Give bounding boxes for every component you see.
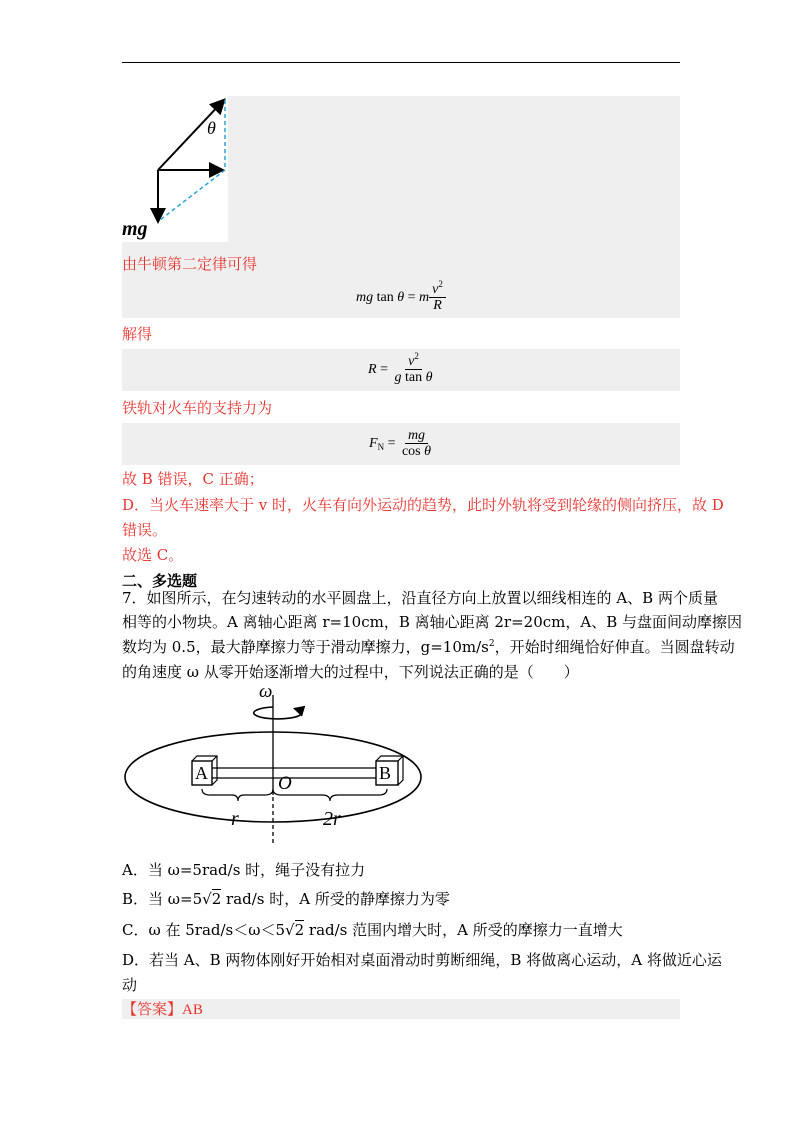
- eq2-fraction: [391, 350, 435, 386]
- support-text: 铁轨对火车的支持力为: [122, 399, 273, 417]
- option-b-post: rad/s 时，A 所受的静摩擦力为零: [221, 890, 450, 908]
- option-d-line-2: 动: [122, 976, 138, 994]
- option-c-pre: C．ω 在 5rad/s＜ω＜5: [122, 921, 286, 939]
- dashed-diagonal: [160, 170, 225, 220]
- answer-line: [122, 998, 203, 1021]
- question-line-4: 的角速度 ω 从零开始逐渐增大的过程中，下列说法正确的是（ ）: [122, 663, 579, 681]
- question-line-3a: 数均为 0.5，最大静摩擦力等于滑动摩擦力，g=10m/s: [122, 638, 489, 656]
- answer-value: AB: [182, 1002, 203, 1018]
- option-b: [122, 888, 450, 910]
- eq1-tan: tan: [376, 290, 394, 305]
- eq3-equals: =: [387, 436, 396, 451]
- sqrt-symbol-c: √: [285, 921, 295, 939]
- conclusion-1: 故 B 错误，C 正确；: [122, 470, 264, 488]
- option-c: [122, 919, 623, 941]
- disk-diagram: [118, 681, 428, 845]
- rotation-arrow: [254, 707, 302, 719]
- block-b-label: B: [379, 763, 392, 783]
- eq2-R: R: [368, 362, 377, 377]
- newton-text: 由牛顿第二定律可得: [122, 255, 258, 273]
- brace-r: [202, 789, 273, 801]
- question-line-3-exp: 2: [488, 639, 495, 649]
- omega-label: ω: [259, 681, 273, 702]
- theta-label: θ: [207, 118, 216, 138]
- answer-choice-line: 故选 C。: [122, 546, 184, 564]
- option-d-line-1: D．若当 A、B 两物体刚好开始相对桌面滑动时剪断细绳，B 将做离心运动，A 将做近心运: [122, 951, 722, 969]
- block-a-label: A: [195, 763, 208, 783]
- option-d-explanation-1: D．当火车速率大于 v 时，火车有向外运动的趋势，此时外轨将受到轮缘的侧向挤压，故 D: [122, 496, 724, 514]
- answer-label: 【答案】: [122, 1000, 183, 1018]
- r-label: r: [231, 808, 239, 830]
- option-c-post: rad/s 范围内增大时，A 所受的摩擦力一直增大: [304, 921, 623, 939]
- option-a: A．当 ω=5rad/s 时，绳子没有拉力: [122, 861, 366, 879]
- eq1-equals: =: [407, 290, 416, 305]
- eq1-m: m: [419, 290, 430, 305]
- eq3-mg: mg: [405, 429, 428, 444]
- eq1-fraction: [429, 278, 446, 314]
- eq2-theta: θ: [425, 369, 433, 385]
- eq1-exp: 2: [438, 278, 443, 289]
- eq2-v: v: [408, 353, 415, 369]
- mg-label: mg: [122, 218, 148, 240]
- eq1-mg: mg: [356, 290, 374, 305]
- eq3-N: N: [377, 442, 385, 452]
- eq2-g: g: [394, 369, 402, 385]
- option-b-pre: B．当 ω=5: [122, 890, 203, 908]
- eq3-F: F: [369, 436, 378, 451]
- eq2-equals: =: [380, 362, 388, 377]
- jiede-text: 解得: [122, 325, 153, 343]
- eq2-exp: 2: [414, 350, 419, 361]
- force-diagram: [122, 96, 228, 242]
- question-line-3b: ，开始时细绳恰好伸直。当圆盘转动: [494, 638, 735, 656]
- eq3-cos: cos: [401, 443, 421, 459]
- eq2-tan: tan: [404, 369, 423, 385]
- equation-1: [356, 278, 446, 318]
- question-line-3: [122, 636, 735, 661]
- eq1-R: R: [433, 297, 442, 313]
- two-r-label: 2r: [323, 808, 341, 830]
- option-c-root: 2: [294, 921, 305, 939]
- eq3-theta: θ: [424, 443, 432, 459]
- option-d-explanation-2: 错误。: [122, 521, 168, 539]
- eq3-fraction: [399, 429, 434, 460]
- eq1-theta: θ: [397, 290, 405, 305]
- option-b-root: 2: [211, 890, 222, 908]
- eq1-v: v: [432, 281, 439, 297]
- header-rule: [122, 62, 680, 63]
- section-title: 二、多选题: [122, 572, 198, 590]
- question-line-2: 相等的小物块。A 离轴心距离 r=10cm，B 离轴心距离 2r=20cm，A、B 与盘面间动摩擦因: [122, 613, 742, 631]
- question-line-1: 7．如图所示，在匀速转动的水平圆盘上，沿直径方向上放置以细线相连的 A、B 两个质量: [122, 589, 718, 607]
- center-label: O: [278, 773, 292, 794]
- equation-3: [369, 424, 434, 464]
- sqrt-symbol-b: √: [202, 890, 212, 908]
- answer-panel: [122, 999, 680, 1019]
- equation-2: [368, 350, 435, 390]
